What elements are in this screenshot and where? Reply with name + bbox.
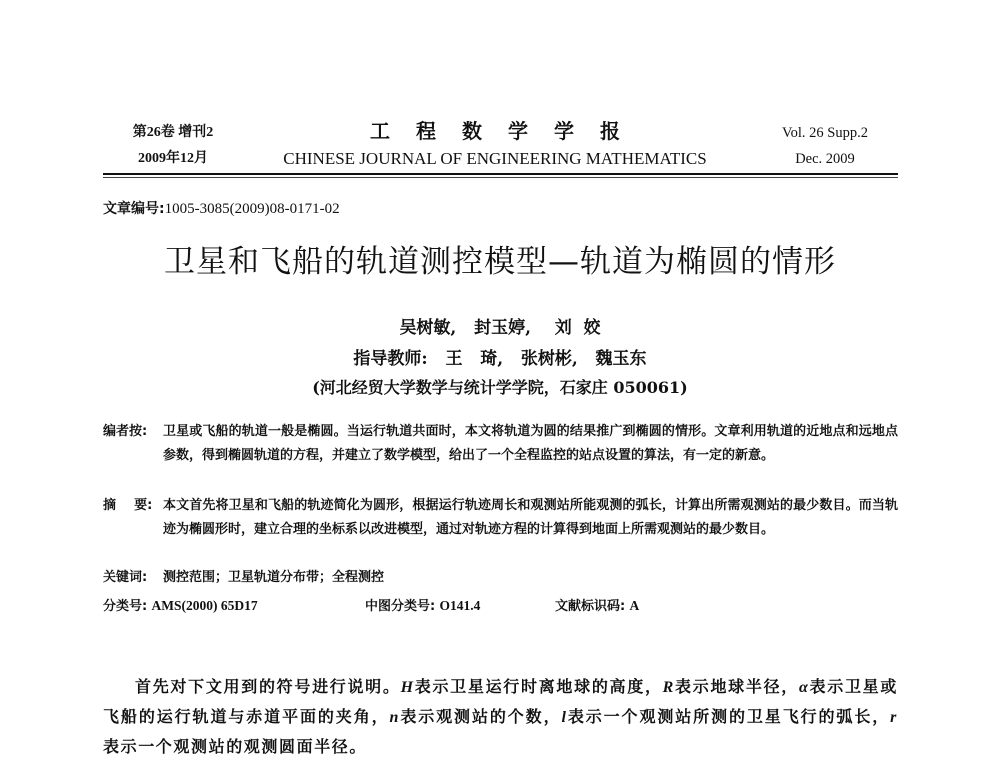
editor-note — [103, 420, 898, 468]
document-code — [555, 594, 639, 619]
ams-classification — [103, 594, 258, 619]
body-text-segment: 首先对下文用到的符号进行说明。 — [135, 677, 401, 696]
keywords-text: 测控范围；卫星轨道分布带；全程测控 — [163, 570, 385, 585]
body-text-segment: 表示一个观测站所测的卫星飞行的弧长， — [567, 707, 891, 726]
abstract-label: 摘 要: — [103, 498, 153, 513]
doc-code-value: A — [629, 598, 640, 613]
date-cn: 2009年12月 — [138, 151, 208, 166]
article-number-value: 1005-3085(2009)08-0171-02 — [164, 201, 340, 217]
abstract — [103, 494, 898, 542]
advisors: 指导教师: 王 琦, 张树彬, 魏玉东 — [353, 349, 647, 369]
body-paragraph — [103, 672, 898, 761]
journal-name-en: CHINESE JOURNAL OF ENGINEERING MATHEMATICS — [283, 149, 707, 168]
symbol-R: R — [662, 679, 675, 696]
header-right — [760, 120, 890, 172]
body-text-segment: 表示一个观测站的观测圆面半径。 — [103, 737, 368, 756]
keywords — [103, 566, 898, 590]
symbol-r: r — [890, 709, 898, 726]
header-rule-thick — [103, 173, 898, 175]
body-text-segment: 表示观测站的个数， — [400, 707, 562, 726]
clc-label: 中图分类号: — [365, 599, 436, 614]
date-en: Dec. 2009 — [795, 151, 855, 167]
editor-note-text: 卫星或飞船的轨道一般是椭圆。当运行轨道共面时，本文将轨道为圆的结果推广到椭圆的情形。文章利用轨道的近地点和远地点参数，得到椭圆轨道的方程，并建立了数学模型，给出了一个全程监控的站点设置的算法，有一定的新意。 — [163, 424, 898, 463]
clc-classification — [365, 594, 480, 619]
authors: 吴树敏, 封玉婷, 刘 姣 — [399, 318, 601, 338]
article-number — [103, 198, 340, 218]
symbol-H: H — [400, 679, 415, 696]
editor-note-label: 编者按: — [103, 424, 148, 439]
symbol-l: l — [561, 709, 568, 726]
symbol-alpha: α — [799, 679, 810, 696]
ams-label: 分类号: — [103, 599, 148, 614]
paper-title: 卫星和飞船的轨道测控模型—轨道为椭圆的情形 — [164, 244, 836, 280]
symbol-n: n — [389, 709, 401, 726]
body-text-segment: 表示卫星运行时离地球的高度， — [414, 677, 663, 696]
affiliation: (河北经贸大学数学与统计学学院，石家庄 050061) — [312, 378, 688, 397]
keywords-label: 关键词: — [103, 570, 148, 585]
doc-code-label: 文献标识码: — [555, 599, 626, 614]
header-center — [235, 116, 755, 172]
volume-issue-cn: 第26卷 增刊2 — [132, 125, 214, 140]
abstract-text: 本文首先将卫星和飞船的轨迹简化为圆形，根据运行轨迹周长和观测站所能观测的弧长，计算出所需观测站的最少数目。而当轨迹为椭圆形时，建立合理的坐标系以改进模型，通过对轨迹方程的计算得到地面上所需观测站的最少数目。 — [163, 498, 898, 537]
journal-name-cn: 工程数学学报 — [370, 119, 646, 143]
article-number-label: 文章编号: — [103, 201, 165, 217]
volume-issue-en: Vol. 26 Supp.2 — [782, 125, 868, 141]
ams-value: AMS(2000) 65D17 — [151, 598, 258, 613]
header-left — [118, 120, 228, 172]
clc-value: O141.4 — [439, 598, 481, 613]
body-text-segment: 表示卫星或飞船的运行轨道与赤道平面的夹角， — [103, 677, 898, 726]
classification-row — [103, 594, 898, 618]
header-rule-thin — [103, 177, 898, 178]
body-text-segment: 表示地球半径， — [674, 677, 799, 696]
